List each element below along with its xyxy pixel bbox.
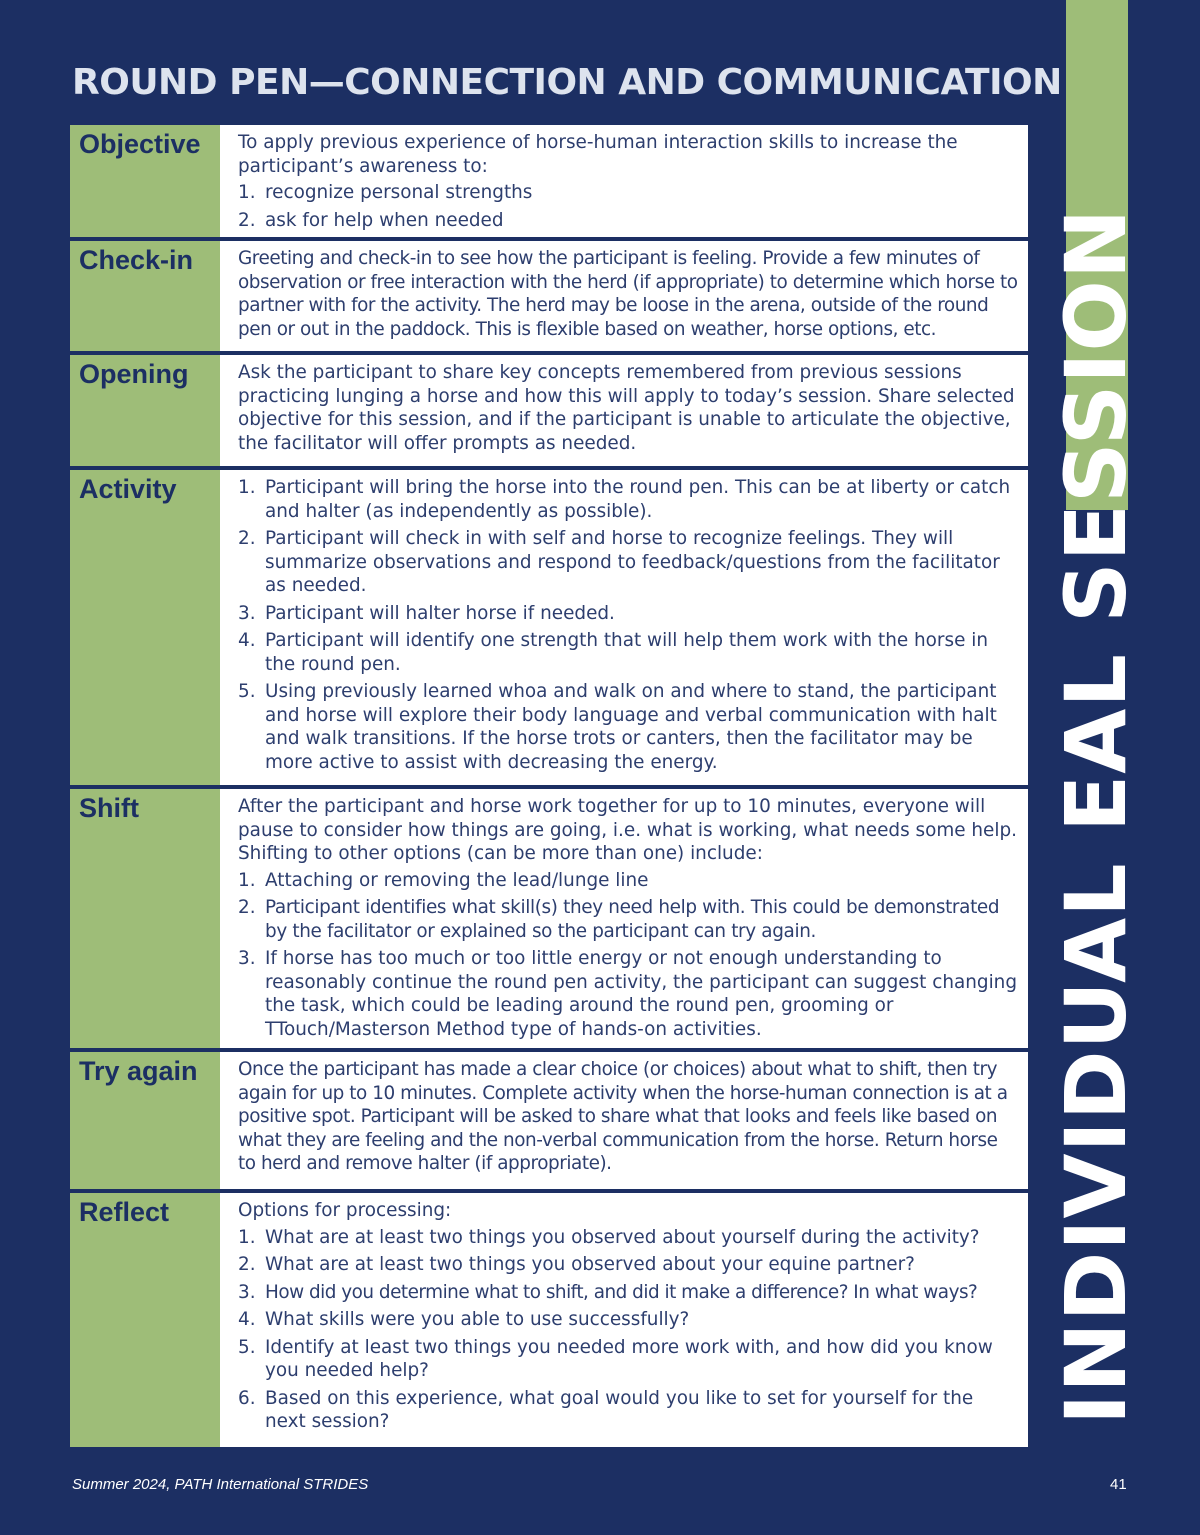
row-label-cell xyxy=(70,789,220,1048)
row-objective xyxy=(70,125,1028,237)
row-label-cell xyxy=(70,1193,220,1447)
sidebar-title: INDIVIDUAL EAL SESSION xyxy=(1047,207,1145,1425)
row-label: Shift xyxy=(79,793,139,823)
row-intro: Options for processing: xyxy=(238,1200,452,1221)
row-intro: After the participant and horse work together for up to 10 minutes, everyone will pause to consider how things are going, i.e. what is working, what needs some help. Shifting to other options (can be more than one) include: xyxy=(238,796,1017,864)
list-item: 5. Using previously learned whoa and walk on and where to stand, the participant and horse will explore their body language and verbal communication with halt and walk transitions. If the horse trots or canters, then the facilitator may be more active to assist with decreasing the energy. xyxy=(238,681,997,773)
list-item: 5. Identify at least two things you needed more work with, and how did you know you needed help? xyxy=(238,1336,993,1381)
page-title: ROUND PEN—CONNECTION AND COMMUNICATION xyxy=(72,62,1062,103)
list-item: 4. What skills were you able to use successfully? xyxy=(238,1309,690,1330)
list-item: 1. What are at least two things you observed about yourself during the activity? xyxy=(238,1226,980,1248)
row-try-again xyxy=(70,1052,1028,1189)
row-intro: Greeting and check-in to see how the participant is feeling. Provide a few minutes of observation or free interaction with the herd (if appropriate) to determine which horse to partner with for the activity. The herd may be loose in the arena, outside of the round pen or out in the paddock. This is flexible based on weather, horse options, etc. xyxy=(238,248,1018,340)
row-opening xyxy=(70,355,1028,466)
row-list xyxy=(238,1226,1018,1434)
list-item: 6. Based on this experience, what goal would you like to set for yourself for the next session? xyxy=(238,1387,974,1432)
row-list xyxy=(238,476,1018,774)
row-label: Opening xyxy=(79,359,189,389)
list-item: 2. Participant will check in with self and horse to recognize feelings. They will summarize observations and respond to feedback/questions from the facilitator as needed. xyxy=(238,528,1000,596)
row-content xyxy=(220,241,1028,351)
footer-publication: Summer 2024, PATH International STRIDES xyxy=(72,1476,369,1493)
list-item: 4. Participant will identify one strength that will help them work with the horse in the round pen. xyxy=(238,630,988,675)
row-label-cell xyxy=(70,1052,220,1189)
row-activity xyxy=(70,470,1028,785)
list-item: 1. Participant will bring the horse into the round pen. This can be at liberty or catch and halter (as independently as possible). xyxy=(238,477,1011,522)
list-item: 3. If horse has too much or too little energy or not enough understanding to reasonably continue the round pen activity, the participant can suggest changing the task, which could be leading around the round pen, grooming or TTouch/Masterson Method type of hands-on activities. xyxy=(238,948,1018,1040)
list-item: 2. ask for help when needed xyxy=(238,209,504,231)
list-item: 3. Participant will halter horse if needed. xyxy=(238,602,615,624)
row-list xyxy=(238,869,1018,1042)
row-label-cell xyxy=(70,355,220,466)
row-label: Reflect xyxy=(79,1197,170,1227)
row-check-in xyxy=(70,241,1028,351)
list-item: 1. Attaching or removing the lead/lunge line xyxy=(238,869,649,891)
row-label: Try again xyxy=(79,1056,198,1086)
row-intro: Once the participant has made a clear choice (or choices) about what to shift, then try again for up to 10 minutes. Complete activity when the horse-human connection is at a positive spot. Participant will be asked to share what that looks and feels like based on what they are feeling and the non-verbal communication from the horse. Return horse to herd and remove halter (if appropriate). xyxy=(238,1059,1008,1174)
row-label: Check-in xyxy=(79,245,194,275)
list-item: 1. recognize personal strengths xyxy=(238,182,533,203)
row-label-cell xyxy=(70,125,220,237)
row-list xyxy=(238,181,1018,232)
row-reflect xyxy=(70,1193,1028,1447)
row-content xyxy=(220,470,1028,785)
row-shift xyxy=(70,789,1028,1048)
row-content xyxy=(220,125,1028,237)
row-intro: Ask the participant to share key concepts remembered from previous sessions practicing lunging a horse and how this will apply to today’s session. Share selected objective for this session, and if the participant is unable to articulate the objective, the facilitator will offer prompts as needed. xyxy=(238,362,1015,454)
row-label: Objective xyxy=(79,129,201,159)
list-item: 2. What are at least two things you observed about your equine partner? xyxy=(238,1254,915,1275)
row-label-cell xyxy=(70,241,220,351)
row-label-cell xyxy=(70,470,220,785)
row-label: Activity xyxy=(79,474,177,504)
row-content xyxy=(220,789,1028,1048)
row-content xyxy=(220,355,1028,466)
page-number: 41 xyxy=(1110,1476,1127,1493)
list-item: 2. Participant identifies what skill(s) they need help with. This could be demonstrated by the facilitator or explained so the participant can try again. xyxy=(238,897,1000,942)
row-intro: To apply previous experience of horse-human interaction skills to increase the participant’s awareness to: xyxy=(238,132,958,177)
list-item: 3. How did you determine what to shift, and did it make a difference? In what ways? xyxy=(238,1281,978,1303)
row-content xyxy=(220,1193,1028,1447)
row-content xyxy=(220,1052,1028,1189)
